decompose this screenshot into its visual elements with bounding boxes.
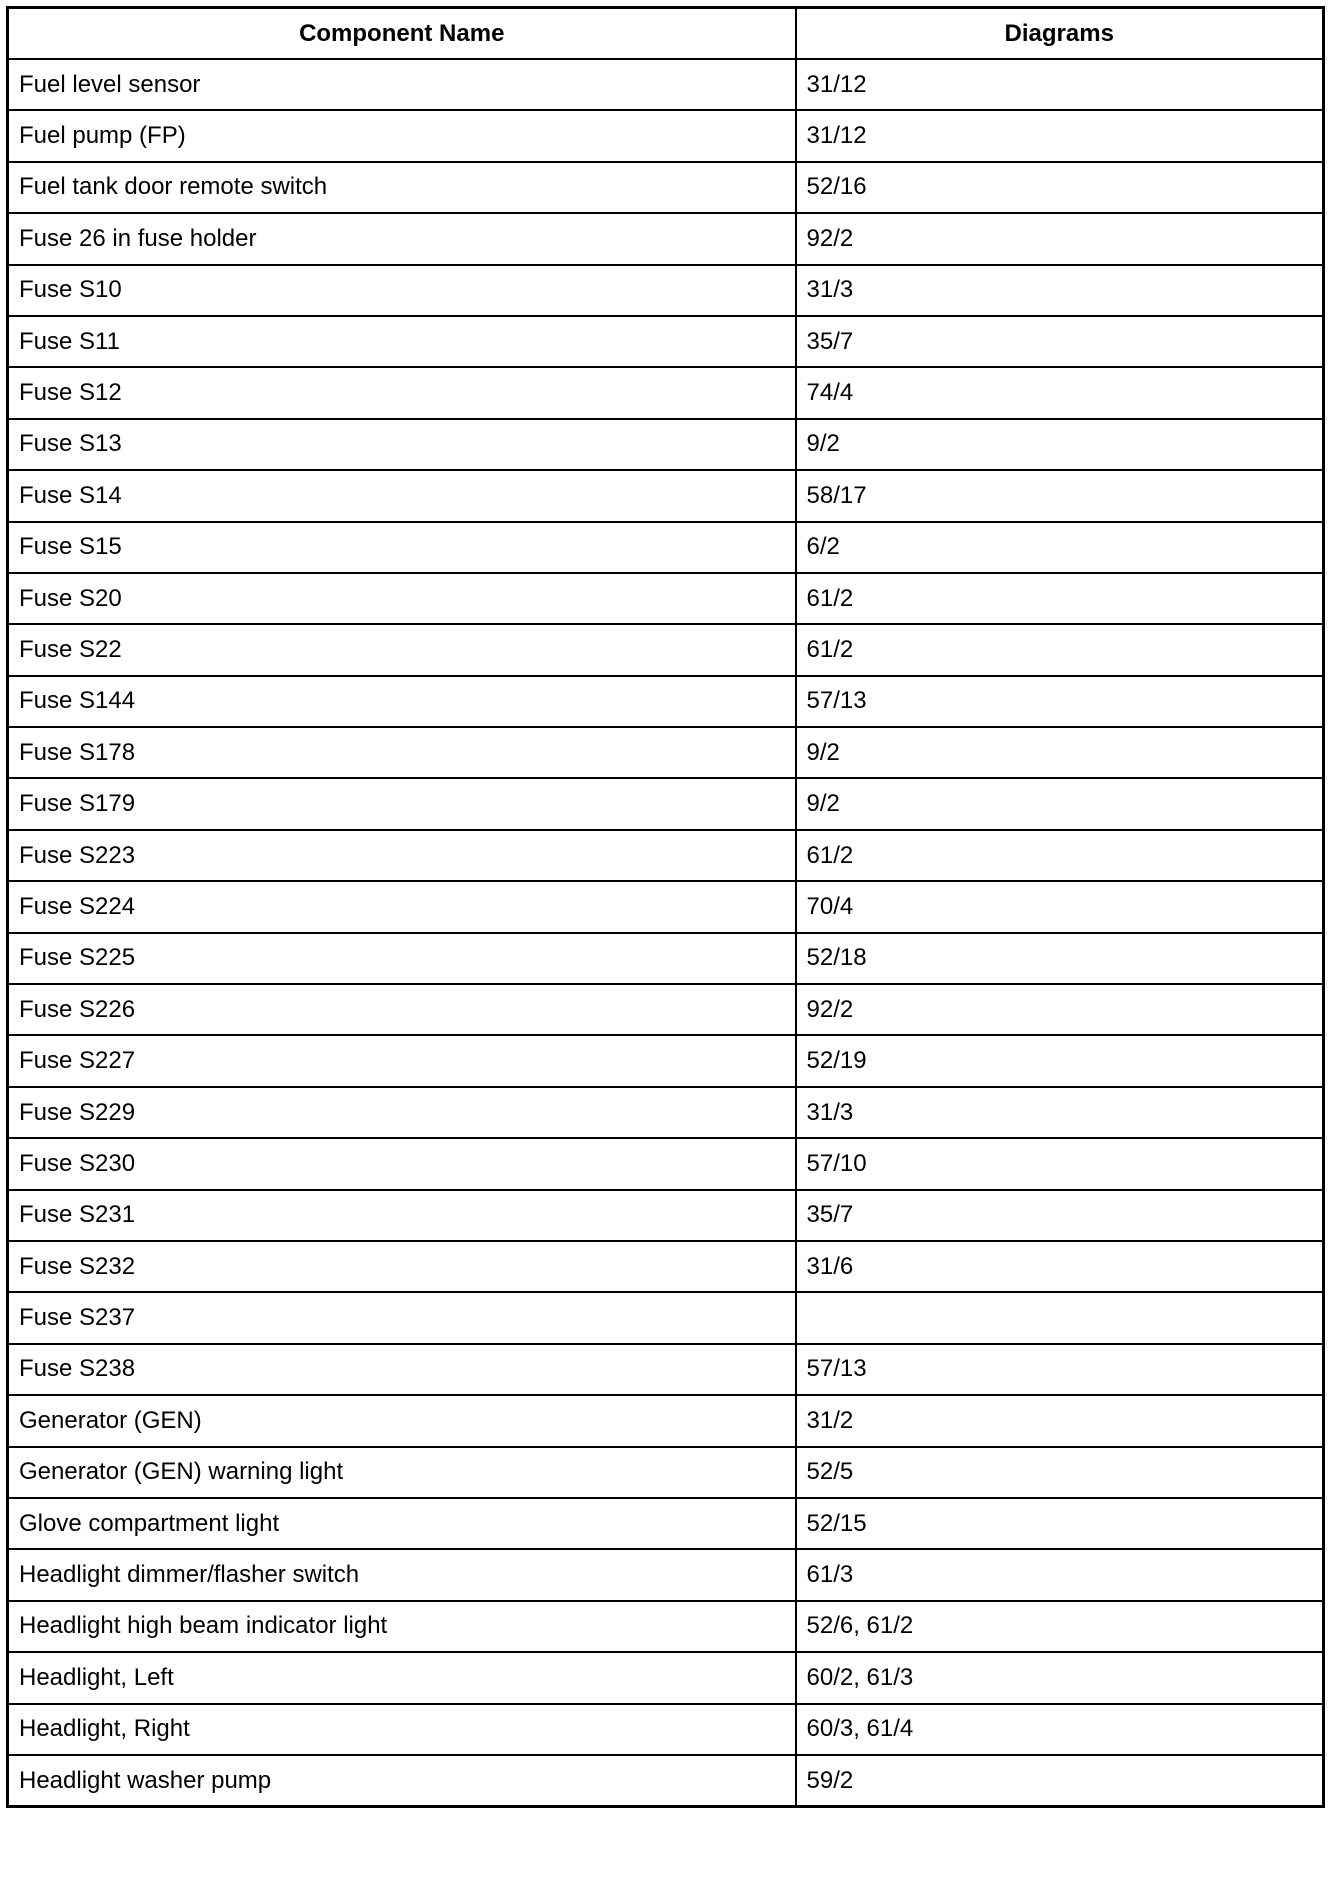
component-name-cell: Glove compartment light [8, 1498, 796, 1549]
component-diagram-table [6, 6, 1325, 1808]
table-row [8, 316, 1324, 367]
component-name-cell: Fuse S237 [8, 1292, 796, 1343]
component-name-cell: Headlight, Left [8, 1652, 796, 1703]
diagrams-cell: 61/2 [796, 624, 1324, 675]
table-row [8, 984, 1324, 1035]
diagrams-cell: 60/3, 61/4 [796, 1704, 1324, 1755]
diagrams-cell: 57/10 [796, 1138, 1324, 1189]
diagrams-cell: 9/2 [796, 778, 1324, 829]
component-name-cell: Fuse S232 [8, 1241, 796, 1292]
component-name-cell: Fuse S225 [8, 933, 796, 984]
table-row [8, 1447, 1324, 1498]
table-row [8, 1652, 1324, 1703]
component-name-cell: Fuse S230 [8, 1138, 796, 1189]
diagrams-cell: 6/2 [796, 522, 1324, 573]
diagrams-cell: 57/13 [796, 1344, 1324, 1395]
table-row [8, 1498, 1324, 1549]
table-row [8, 1601, 1324, 1652]
component-name-cell: Generator (GEN) warning light [8, 1447, 796, 1498]
table-row [8, 1704, 1324, 1755]
component-name-cell: Fuse S10 [8, 265, 796, 316]
table-row [8, 1087, 1324, 1138]
component-name-cell: Fuse S231 [8, 1190, 796, 1241]
component-name-cell: Fuse S227 [8, 1035, 796, 1086]
table-row [8, 1755, 1324, 1807]
component-name-cell: Fuel pump (FP) [8, 110, 796, 161]
table-row [8, 419, 1324, 470]
table-row [8, 265, 1324, 316]
table-row [8, 162, 1324, 213]
table-row [8, 881, 1324, 932]
table-row [8, 1138, 1324, 1189]
table-row [8, 1549, 1324, 1600]
component-name-cell: Headlight, Right [8, 1704, 796, 1755]
component-name-cell: Fuse S11 [8, 316, 796, 367]
diagrams-cell: 74/4 [796, 367, 1324, 418]
component-name-cell: Headlight high beam indicator light [8, 1601, 796, 1652]
diagrams-cell: 58/17 [796, 470, 1324, 521]
diagrams-cell: 60/2, 61/3 [796, 1652, 1324, 1703]
diagrams-cell: 35/7 [796, 1190, 1324, 1241]
table-row [8, 367, 1324, 418]
column-header-diagrams: Diagrams [796, 8, 1324, 60]
table-row [8, 110, 1324, 161]
diagrams-cell: 52/18 [796, 933, 1324, 984]
diagrams-cell [796, 1292, 1324, 1343]
diagrams-cell: 31/6 [796, 1241, 1324, 1292]
component-name-cell: Headlight washer pump [8, 1755, 796, 1807]
component-name-cell: Fuse S224 [8, 881, 796, 932]
diagrams-cell: 52/5 [796, 1447, 1324, 1498]
diagrams-cell: 52/6, 61/2 [796, 1601, 1324, 1652]
component-name-cell: Fuse S223 [8, 830, 796, 881]
diagrams-cell: 92/2 [796, 984, 1324, 1035]
diagrams-cell: 52/19 [796, 1035, 1324, 1086]
diagrams-cell: 31/3 [796, 265, 1324, 316]
diagrams-cell: 52/15 [796, 1498, 1324, 1549]
table-row [8, 830, 1324, 881]
table-row [8, 213, 1324, 264]
table-row [8, 1241, 1324, 1292]
component-name-cell: Fuse S20 [8, 573, 796, 624]
diagrams-cell: 61/3 [796, 1549, 1324, 1600]
table-row [8, 522, 1324, 573]
component-name-cell: Fuel tank door remote switch [8, 162, 796, 213]
table-row [8, 1344, 1324, 1395]
table-row [8, 470, 1324, 521]
component-name-cell: Fuse S13 [8, 419, 796, 470]
table-row [8, 933, 1324, 984]
diagrams-cell: 52/16 [796, 162, 1324, 213]
component-name-cell: Fuse S22 [8, 624, 796, 675]
header-row [8, 8, 1324, 60]
component-name-cell: Fuse S229 [8, 1087, 796, 1138]
diagrams-cell: 59/2 [796, 1755, 1324, 1807]
component-name-cell: Fuse 26 in fuse holder [8, 213, 796, 264]
table-row [8, 1292, 1324, 1343]
component-name-cell: Headlight dimmer/flasher switch [8, 1549, 796, 1600]
diagrams-cell: 35/7 [796, 316, 1324, 367]
table-row [8, 727, 1324, 778]
table-body [8, 59, 1324, 1807]
component-table-container [6, 6, 1322, 1808]
component-name-cell: Fuse S238 [8, 1344, 796, 1395]
diagrams-cell: 61/2 [796, 573, 1324, 624]
component-name-cell: Generator (GEN) [8, 1395, 796, 1446]
component-name-cell: Fuse S144 [8, 676, 796, 727]
table-row [8, 1035, 1324, 1086]
diagrams-cell: 57/13 [796, 676, 1324, 727]
table-row [8, 1395, 1324, 1446]
diagrams-cell: 92/2 [796, 213, 1324, 264]
diagrams-cell: 70/4 [796, 881, 1324, 932]
diagrams-cell: 31/12 [796, 110, 1324, 161]
component-name-cell: Fuse S12 [8, 367, 796, 418]
column-header-component-name: Component Name [8, 8, 796, 60]
component-name-cell: Fuse S178 [8, 727, 796, 778]
diagrams-cell: 31/2 [796, 1395, 1324, 1446]
table-row [8, 676, 1324, 727]
table-row [8, 1190, 1324, 1241]
table-row [8, 573, 1324, 624]
component-name-cell: Fuse S14 [8, 470, 796, 521]
diagrams-cell: 9/2 [796, 727, 1324, 778]
table-header [8, 8, 1324, 60]
diagrams-cell: 61/2 [796, 830, 1324, 881]
table-row [8, 59, 1324, 110]
component-name-cell: Fuse S179 [8, 778, 796, 829]
component-name-cell: Fuel level sensor [8, 59, 796, 110]
table-row [8, 778, 1324, 829]
diagrams-cell: 31/12 [796, 59, 1324, 110]
component-name-cell: Fuse S226 [8, 984, 796, 1035]
diagrams-cell: 9/2 [796, 419, 1324, 470]
table-row [8, 624, 1324, 675]
component-name-cell: Fuse S15 [8, 522, 796, 573]
diagrams-cell: 31/3 [796, 1087, 1324, 1138]
